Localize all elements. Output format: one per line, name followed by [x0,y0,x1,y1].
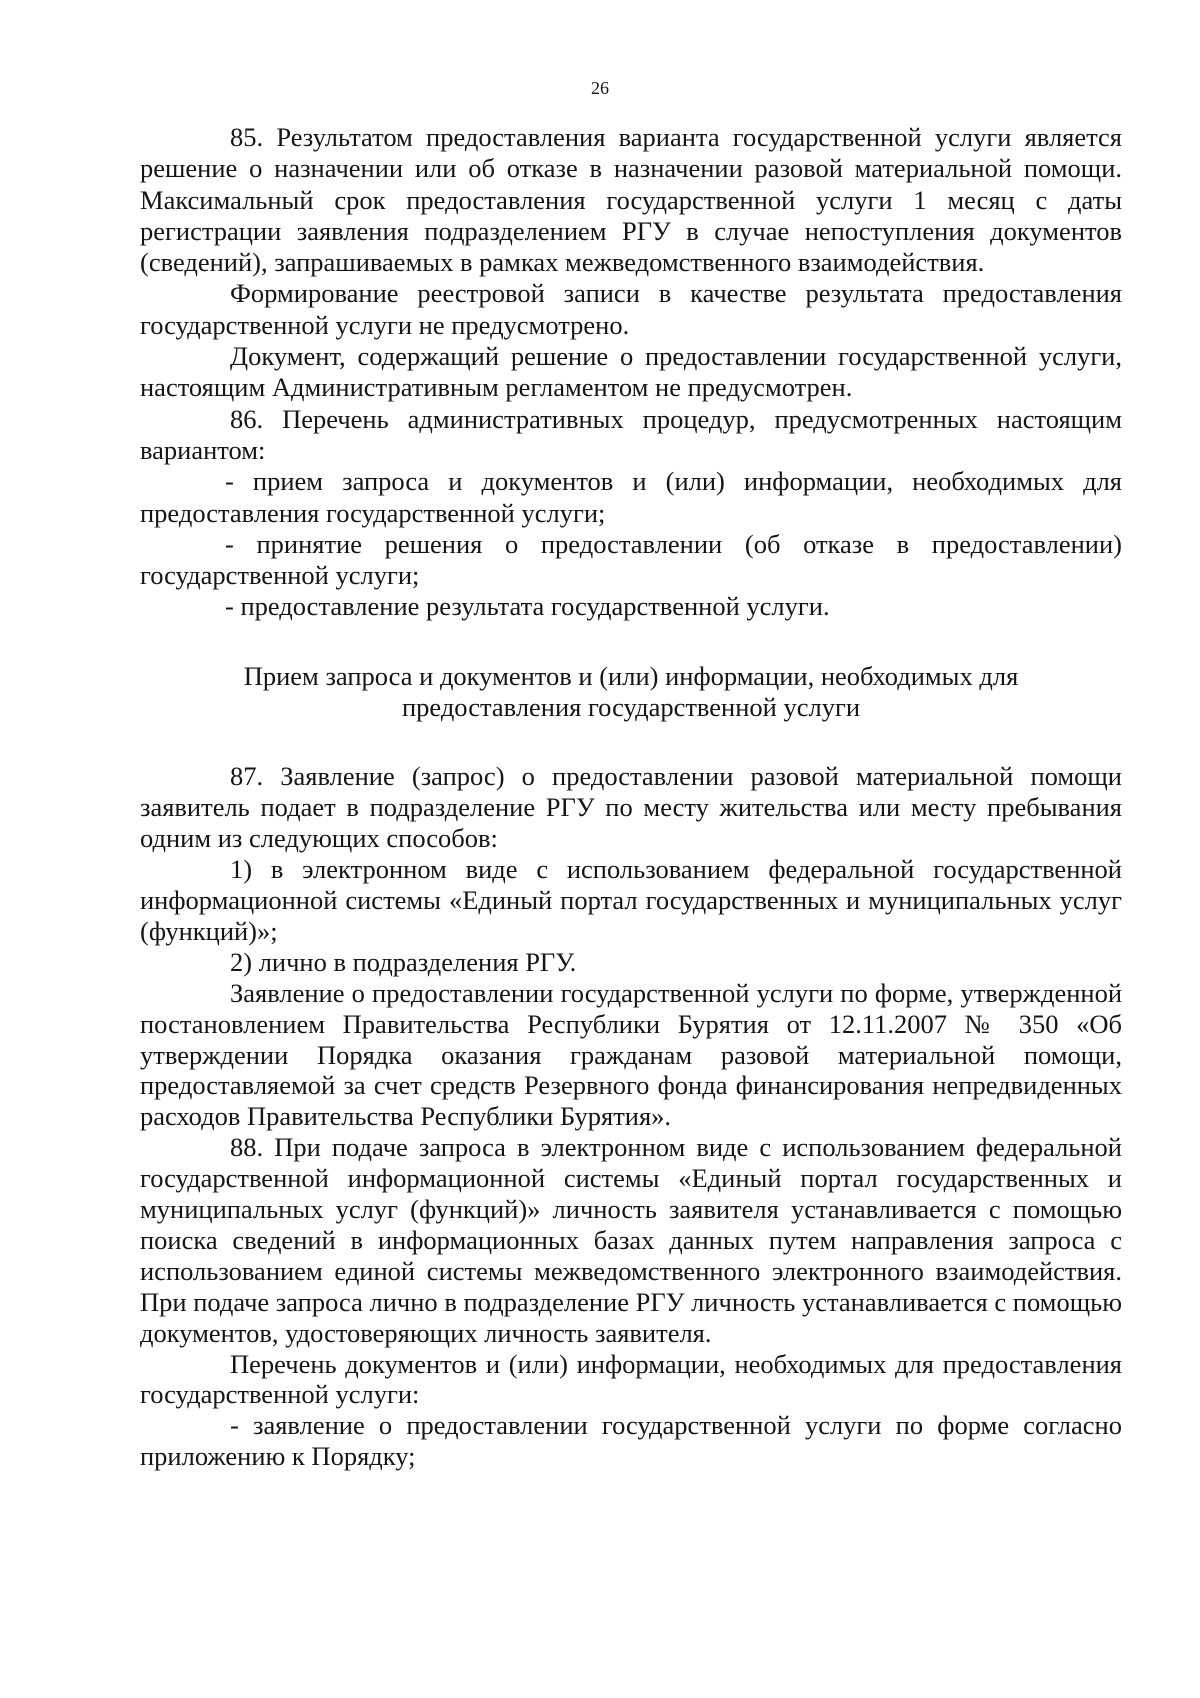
section-heading-line-2: предоставления государственной услуги [401,692,861,723]
section-request-submission [140,761,1122,1472]
paragraph-86: 86. Перечень административных процедур, предусмотренных настоящим вариантом: [140,403,1122,465]
section-heading [140,661,1122,724]
section-result-and-procedures [140,122,1122,623]
paragraph-registry-record: Формирование реестровой записи в качестве результата предоставления государственной услуги не предусмотрено. [140,278,1122,340]
document-body [140,122,1122,1472]
list-item-method-2: 2) лично в подразделения РГУ. [230,946,577,977]
paragraph-decision-document: Документ, содержащий решение о предоставлении государственной услуги, настоящим Административным регламентом не предусмотрен. [140,341,1122,403]
list-item-method-1: 1) в электронном виде с использованием федеральной государственной информационной системы «Единый портал государственных и муниципальных услуг (функций)»; [140,854,1122,946]
paragraph-application-form: Заявление о предоставлении государственной услуги по форме, утвержденной постановлением Правительства Республики Бурятия от 12.11.2007 № 350 «Об утверждении Порядка оказания гражданам разовой материальной помощи, предоставляемой за счет средств Резервного фонда финансирования непредвиденных расходов Правительства Республики Бурятия». [140,977,1122,1132]
list-item-procedure-1: - прием запроса и документов и (или) информации, необходимых для предоставления государственной услуги; [140,466,1122,528]
list-item-procedure-3: - предоставление результата государственной услуги. [225,591,830,622]
page-number: 26 [591,78,609,98]
paragraph-87: 87. Заявление (запрос) о предоставлении разовой материальной помощи заявитель подает в подразделение РГУ по месту жительства или месту пребывания одним из следующих способов: [140,761,1122,854]
paragraph-88: 88. При подаче запроса в электронном виде с использованием федеральной государственной информационной системы «Единый портал государственных и муниципальных услуг (функций)» личность заявителя устанавливается с помощью поиска сведений в информационных базах данных путем направления запроса с использованием единой системы межведомственного электронного взаимодействия. При подаче запроса лично в подразделение РГУ личность устанавливается с помощью документов, удостоверяющих личность заявителя. [140,1132,1122,1348]
list-item-document-1: - заявление о предоставлении государственной услуги по форме согласно приложению к Порядку; [140,1410,1122,1472]
list-item-procedure-2: - принятие решения о предоставлении (об отказе в предоставлении) государственной услуги; [140,528,1122,591]
section-heading-line-1: Прием запроса и документов и (или) информации, необходимых для [243,660,1019,691]
paragraph-documents-list: Перечень документов и (или) информации, необходимых для предоставления государственной услуги: [140,1348,1122,1410]
paragraph-85: 85. Результатом предоставления варианта государственной услуги является решение о назначении или об отказе в назначении разовой материальной помощи. Максимальный срок предоставления государственной услуги 1 месяц с даты регистрации заявления подразделением РГУ в случае непоступления документов (сведений), запрашиваемых в рамках межведомственного взаимодействия. [140,122,1122,278]
